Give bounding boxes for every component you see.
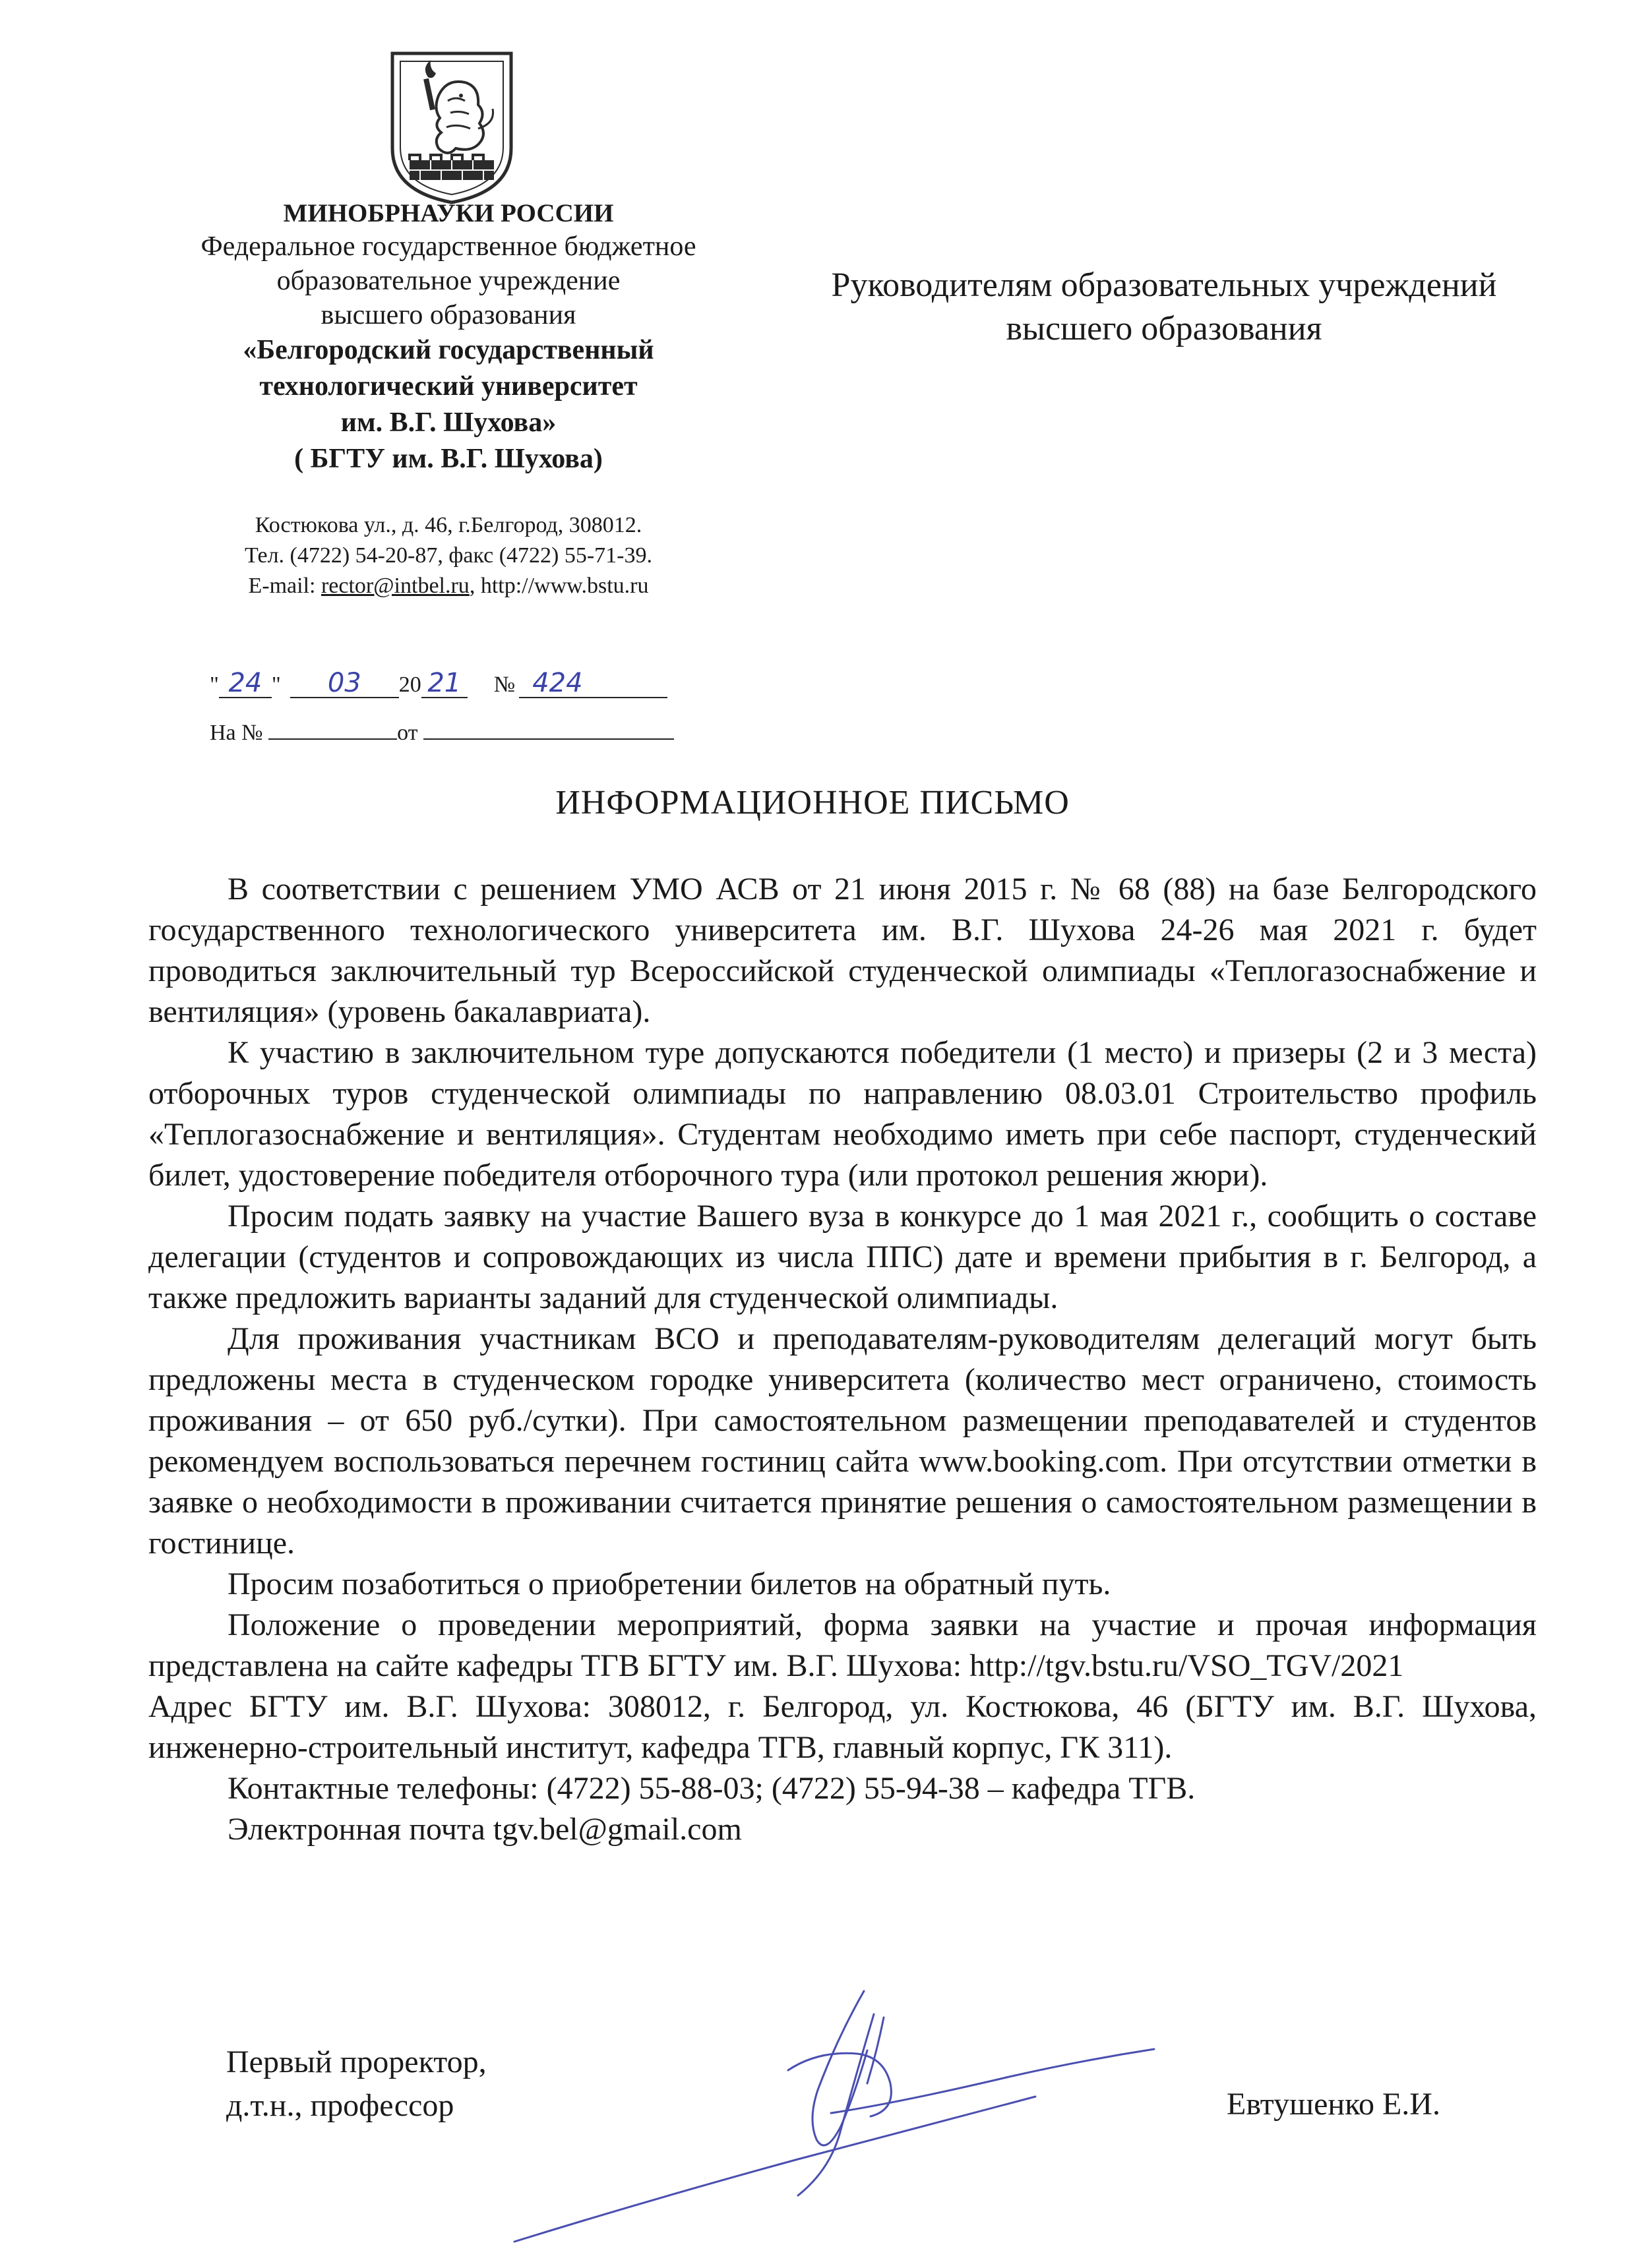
email-website	[132, 571, 765, 601]
ref-number-blank	[268, 719, 397, 740]
org-line: Федеральное государственное бюджетное	[200, 231, 696, 262]
email-label: E-mail:	[248, 574, 321, 598]
paragraph: К участию в заключительном туре допускаются победители (1 место) и призеры (2 и 3 места) отборочных туров студенческой олимпиады по направлению 08.03.01 Строительство профиль «Теплогазоснабжение и вентиляция». Студентам необходимо иметь при себе паспорт, студенческий билет, удостоверение победителя отборочного тура (или протокол решения жюри).	[148, 1035, 1537, 1193]
addressee-line: Руководителям образовательных учреждений	[831, 266, 1497, 304]
org-line: образовательное учреждение	[276, 266, 621, 296]
reg-number-label: №	[493, 672, 516, 697]
quote-open: "	[210, 672, 219, 697]
coat-of-arms-lion-icon	[387, 49, 516, 206]
addressee	[758, 264, 1570, 351]
phone-fax: Тел. (4722) 54-20-87, факс (4722) 55-71-39.	[245, 543, 652, 568]
reg-number: 424	[519, 669, 667, 698]
paragraph: Электронная почта tgv.bel@gmail.com	[228, 1812, 742, 1847]
registration-line	[210, 669, 667, 698]
signatory-position	[226, 2041, 487, 2128]
position-line: Первый проректор,	[226, 2044, 487, 2079]
paragraph: Просим позаботиться о приобретении билетов на обратный путь.	[228, 1567, 1111, 1601]
addressee-line: высшего образования	[1006, 310, 1322, 347]
paragraph: В соответствии с решением УМО АСВ от 21 июня 2015 г. № 68 (88) на базе Белгородского государственного технологического университета им. В.Г. Шухова 24-26 мая 2021 г. будет проводиться заключительный тур Всероссийской студенческой олимпиады «Теплогазоснабжение и вентиляция» (уровень бакалавриата).	[148, 872, 1537, 1029]
reg-day: 24	[219, 669, 272, 698]
university-name: им. В.Г. Шухова»	[340, 407, 557, 438]
reference-line	[210, 719, 674, 746]
handwritten-signature	[488, 1978, 1213, 2255]
university-abbreviation: ( БГТУ им. В.Г. Шухова)	[294, 444, 603, 474]
ministry-name: МИНОБРНАУКИ РОССИИ	[283, 199, 614, 227]
reg-year-suffix: 21	[421, 669, 468, 698]
paragraph: Для проживания участникам ВСО и преподавателям-руководителям делегаций могут быть предложены места в студенческом городке университета (количество мест ограничено, стоимость проживания – от 650 руб./сутки). При самостоятельном размещении преподавателей и студентов рекомендуем воспользоваться перечнем гостиниц сайта www.booking.com. При отсутствии отметки в заявке о необходимости в проживании считается принятие решения о самостоятельном размещении в гостинице.	[148, 1321, 1537, 1561]
signatory-name: Евтушенко Е.И.	[1227, 2087, 1440, 2122]
paragraph: Контактные телефоны: (4722) 55-88-03; (4722) 55-94-38 – кафедра ТГВ.	[228, 1771, 1196, 1806]
contact-block	[132, 510, 765, 601]
institution-header	[132, 198, 765, 601]
ref-date-blank	[423, 719, 674, 740]
paragraph: Просим подать заявку на участие Вашего вуза в конкурсе до 1 мая 2021 г., сообщить о составе делегации (студентов и сопровождающих из числа ППС) дате и времени прибытия в г. Белгород, а также предложить варианты заданий для студенческой олимпиады.	[148, 1199, 1537, 1315]
reg-year-prefix: 20	[398, 672, 421, 697]
paragraph: Адрес БГТУ им. В.Г. Шухова: 308012, г. Белгород, ул. Костюкова, 46 (БГТУ им. В.Г. Шухова, инженерно-строительный институт, кафедра ТГВ, главный корпус, ГК 311).	[148, 1689, 1537, 1765]
org-line: высшего образования	[321, 300, 576, 330]
ref-label: На №	[210, 721, 263, 745]
paragraph: Положение о проведении мероприятий, форма заявки на участие и прочая информация представлена на сайте кафедры ТГВ БГТУ им. В.Г. Шухова: http://tgv.bstu.ru/VSO_TGV/2021	[148, 1607, 1537, 1683]
quote-close: "	[271, 672, 281, 697]
email-link[interactable]: rector@intbel.ru	[321, 574, 470, 598]
postal-address: Костюкова ул., д. 46, г.Белгород, 308012.	[255, 513, 642, 537]
website-link[interactable]: , http://www.bstu.ru	[469, 574, 649, 598]
university-name: технологический университет	[259, 371, 638, 402]
position-line: д.т.н., профессор	[226, 2088, 454, 2123]
university-name: «Белгородский государственный	[243, 335, 654, 365]
document-title: ИНФОРМАЦИОННОЕ ПИСЬМО	[555, 784, 1070, 821]
reg-month: 03	[290, 669, 399, 698]
letter-body	[148, 869, 1537, 1850]
ref-from: от	[397, 721, 418, 745]
